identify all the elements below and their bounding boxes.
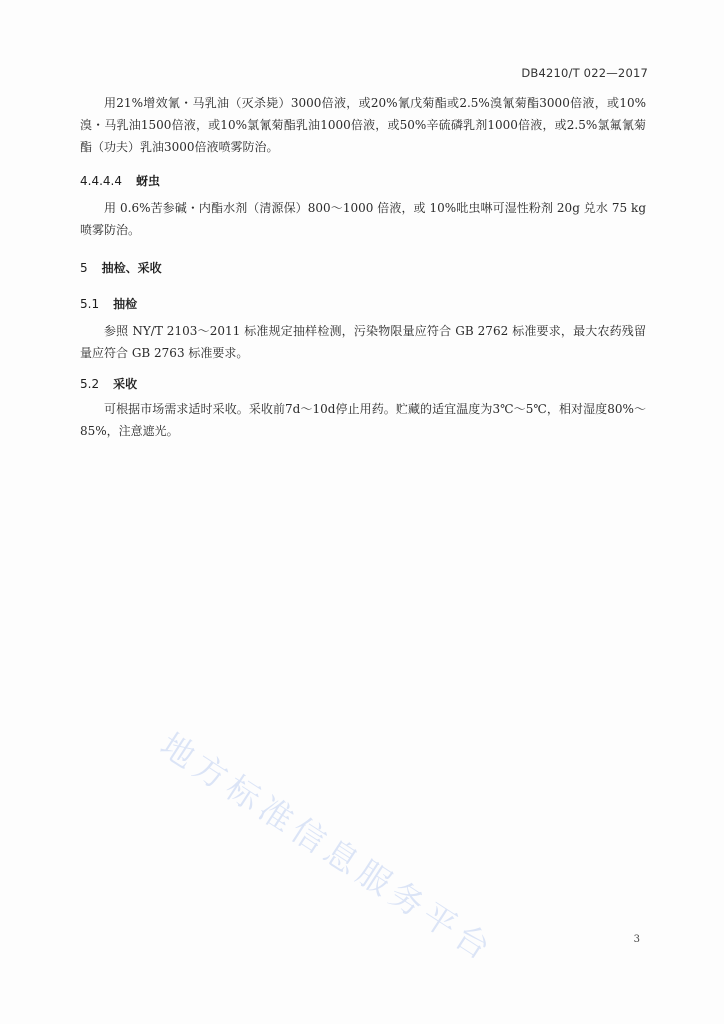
section-number: 5.2	[80, 377, 100, 391]
heading-5-2	[80, 375, 137, 392]
heading-5-1	[80, 295, 137, 312]
section-title: 蚜虫	[135, 174, 160, 188]
section-title: 采收	[113, 377, 138, 391]
paragraph-aphid-control: 用 0.6%苦参碱・内酯水剂（清源保）800～1000 倍液，或 10%吡虫啉可湿性粉剂 20g 兑水 75 kg喷雾防治。	[80, 201, 646, 237]
page-number: 3	[633, 934, 640, 945]
paragraph-insecticide-options: 用21%增效氰・马乳油（灭杀毙）3000倍液，或20%氰戊菊酯或2.5%溴氰菊酯3000倍液，或10%溴・马乳油1500倍液，或10%氯氰菊酯乳油1000倍液，或50%辛硫磷乳剂1000倍液，或2.5%氯氟氰菊酯（功夫）乳油3000倍液喷雾防治。	[80, 96, 646, 154]
heading-4-4-4-4	[80, 172, 160, 189]
section-number: 4.4.4.4	[80, 174, 122, 188]
paragraph-harvest: 可根据市场需求适时采收。采收前7d～10d停止用药。贮藏的适宜温度为3℃～5℃，相对湿度80%～85%，注意遮光。	[80, 402, 646, 438]
section-number: 5.1	[80, 297, 100, 311]
standard-code-header: DB4210/T 022—2017	[521, 66, 648, 80]
section-title: 抽检	[113, 297, 138, 311]
paragraph-sampling: 参照 NY/T 2103～2011 标准规定抽样检测，污染物限量应符合 GB 2762 标准要求，最大农药残留量应符合 GB 2763 标准要求。	[80, 324, 646, 360]
section-title: 抽检、采收	[101, 261, 162, 275]
section-number: 5	[80, 261, 88, 275]
heading-5	[80, 259, 162, 276]
watermark-text: 地方标准信息服务平台	[153, 725, 502, 971]
